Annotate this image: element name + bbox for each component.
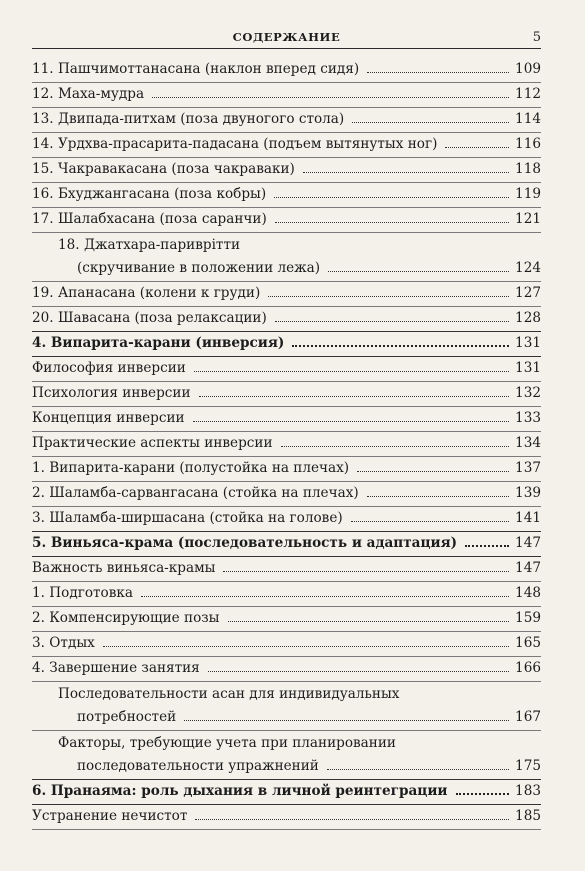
toc-entry-page: 183 <box>515 783 541 799</box>
toc-entry-concept <box>32 407 541 432</box>
toc-entry-title: Устранение нечистот <box>32 808 188 824</box>
toc-entry-factors <box>32 731 541 780</box>
dot-leader <box>328 271 509 272</box>
toc-entry-page: 134 <box>515 435 541 451</box>
dot-leader <box>292 345 509 347</box>
toc-chapter-title: 4. Випарита-карани (инверсия) <box>32 335 285 351</box>
dot-leader <box>357 471 509 472</box>
dot-leader <box>199 396 510 397</box>
toc-entry-title: Практические аспекты инверсии <box>32 435 273 451</box>
toc-entry-rest <box>32 632 541 657</box>
dot-leader <box>194 371 509 372</box>
toc-entry-page: 112 <box>515 86 541 102</box>
toc-entry-20 <box>32 307 541 332</box>
toc-entry-title: 1. Подготовка <box>32 585 133 601</box>
toc-entry-page: 132 <box>515 385 541 401</box>
dot-leader <box>152 97 509 98</box>
dot-leader <box>327 769 509 770</box>
running-title: СОДЕРЖАНИЕ <box>232 30 341 44</box>
dot-leader <box>268 296 509 297</box>
toc-entry-page: 127 <box>515 285 541 301</box>
toc-entry-title-line1: Последовательности асан для индивидуальных <box>58 686 400 702</box>
toc-entry-title: 15. Чакравакасана (поза чакраваки) <box>32 161 295 177</box>
toc-entry-page: 119 <box>515 186 541 202</box>
toc-entry-page: 139 <box>515 485 541 501</box>
toc-entry-title: Важность виньяса-крамы <box>32 560 216 576</box>
dot-leader <box>195 819 509 820</box>
toc-entry-title: 2. Шаламба-сарвангасана (стойка на плечах) <box>32 485 359 501</box>
toc-entry-page: 121 <box>515 211 541 227</box>
dot-leader <box>352 122 509 123</box>
toc-entry-title: 20. Шавасана (поза релаксации) <box>32 310 267 326</box>
toc-entry-title-line1: Факторы, требующие учета при планировании <box>58 735 396 751</box>
toc-entry-prep <box>32 582 541 607</box>
toc-entry-page: 131 <box>515 360 541 376</box>
toc-entry-page: 141 <box>515 510 541 526</box>
toc-entry-page: 147 <box>515 560 541 576</box>
toc-entry-importance <box>32 557 541 582</box>
toc-entry-title-line1: 18. Джатхара-париврітти <box>58 237 241 253</box>
toc-entry-title: 11. Пашчимоттанасана (наклон вперед сидя) <box>32 61 360 77</box>
toc-entry-page: 128 <box>515 310 541 326</box>
dot-leader <box>223 571 509 572</box>
toc-entry-14 <box>32 133 541 158</box>
toc-entry-11 <box>32 58 541 83</box>
dot-leader <box>445 147 509 148</box>
toc-entry-title: 19. Апанасана (колени к груди) <box>32 285 261 301</box>
toc-entry-page: 185 <box>515 808 541 824</box>
page-number: 5 <box>532 30 541 45</box>
toc-entry-title: Психология инверсии <box>32 385 191 401</box>
toc-entry-13 <box>32 108 541 133</box>
toc-entry-title: 4. Завершение занятия <box>32 660 200 676</box>
toc-entry-page: 116 <box>515 136 541 152</box>
toc-entry-title: 12. Маха-мудра <box>32 86 145 102</box>
dot-leader <box>465 545 509 547</box>
toc-entry-title: 1. Випарита-карани (полустойка на плечах) <box>32 460 350 476</box>
dot-leader <box>275 321 509 322</box>
toc-entry-page: 167 <box>515 709 541 725</box>
toc-entry-12 <box>32 83 541 108</box>
toc-entry-title: последовательности упражнений <box>77 758 319 774</box>
toc-entry-finish <box>32 657 541 682</box>
toc-entry-philosophy <box>32 357 541 382</box>
toc-entry-inv-1 <box>32 457 541 482</box>
dot-leader <box>274 197 509 198</box>
toc-chapter-4 <box>32 332 541 357</box>
dot-leader <box>228 621 510 622</box>
toc-entry-17 <box>32 208 541 233</box>
toc-entry-compensate <box>32 607 541 632</box>
toc-entry-title: потребностей <box>77 709 177 725</box>
dot-leader <box>367 72 509 73</box>
toc-entry-title: 16. Бхуджангасана (поза кобры) <box>32 186 267 202</box>
toc-entry-title: 2. Компенсирующие позы <box>32 610 220 626</box>
toc-entry-title: Концепция инверсии <box>32 410 185 426</box>
dot-leader <box>303 172 509 173</box>
dot-leader <box>367 496 509 497</box>
toc-chapter-title: 6. Пранаяма: роль дыхания в личной реинтеграции <box>32 783 448 799</box>
toc-entry-page: 175 <box>515 758 541 774</box>
dot-leader <box>141 596 509 597</box>
toc-entry-15 <box>32 158 541 183</box>
row-rule <box>32 829 541 830</box>
toc-entry-page: 166 <box>515 660 541 676</box>
toc-entry-title: (скручивание в положении лежа) <box>77 260 321 276</box>
table-of-contents <box>32 58 541 830</box>
dot-leader <box>281 446 510 447</box>
toc-entry-18 <box>32 233 541 282</box>
toc-entry-page: 137 <box>515 460 541 476</box>
running-header <box>32 30 541 49</box>
toc-chapter-title: 5. Виньяса-крама (последовательность и адаптация) <box>32 535 458 551</box>
toc-entry-page: 118 <box>515 161 541 177</box>
toc-entry-title: 3. Шаламба-ширшасана (стойка на голове) <box>32 510 343 526</box>
toc-entry-sequences <box>32 682 541 731</box>
toc-entry-practical <box>32 432 541 457</box>
toc-entry-title: 13. Двипада-питхам (поза двуногого стола) <box>32 111 345 127</box>
toc-entry-page: 159 <box>515 610 541 626</box>
toc-entry-title: Философия инверсии <box>32 360 186 376</box>
dot-leader <box>208 671 509 672</box>
dot-leader <box>275 222 509 223</box>
toc-entry-19 <box>32 282 541 307</box>
toc-entry-title: 17. Шалабхасана (поза саранчи) <box>32 211 267 227</box>
dot-leader <box>193 421 509 422</box>
toc-chapter-6 <box>32 780 541 805</box>
toc-entry-inv-2 <box>32 482 541 507</box>
toc-entry-page: 131 <box>515 335 541 351</box>
toc-entry-page: 147 <box>515 535 541 551</box>
toc-entry-page: 109 <box>515 61 541 77</box>
dot-leader <box>351 521 509 522</box>
toc-entry-page: 148 <box>515 585 541 601</box>
toc-entry-title: 3. Отдых <box>32 635 95 651</box>
toc-entry-impurities <box>32 805 541 830</box>
toc-entry-page: 165 <box>515 635 541 651</box>
toc-entry-page: 133 <box>515 410 541 426</box>
toc-entry-16 <box>32 183 541 208</box>
toc-entry-page: 114 <box>515 111 541 127</box>
dot-leader <box>184 720 509 721</box>
toc-entry-page: 124 <box>515 260 541 276</box>
toc-entry-psychology <box>32 382 541 407</box>
toc-entry-title: 14. Урдхва-прасарита-падасана (подъем вытянутых ног) <box>32 136 438 152</box>
toc-entry-inv-3 <box>32 507 541 532</box>
dot-leader <box>103 646 509 647</box>
toc-chapter-5 <box>32 532 541 557</box>
dot-leader <box>456 793 510 795</box>
